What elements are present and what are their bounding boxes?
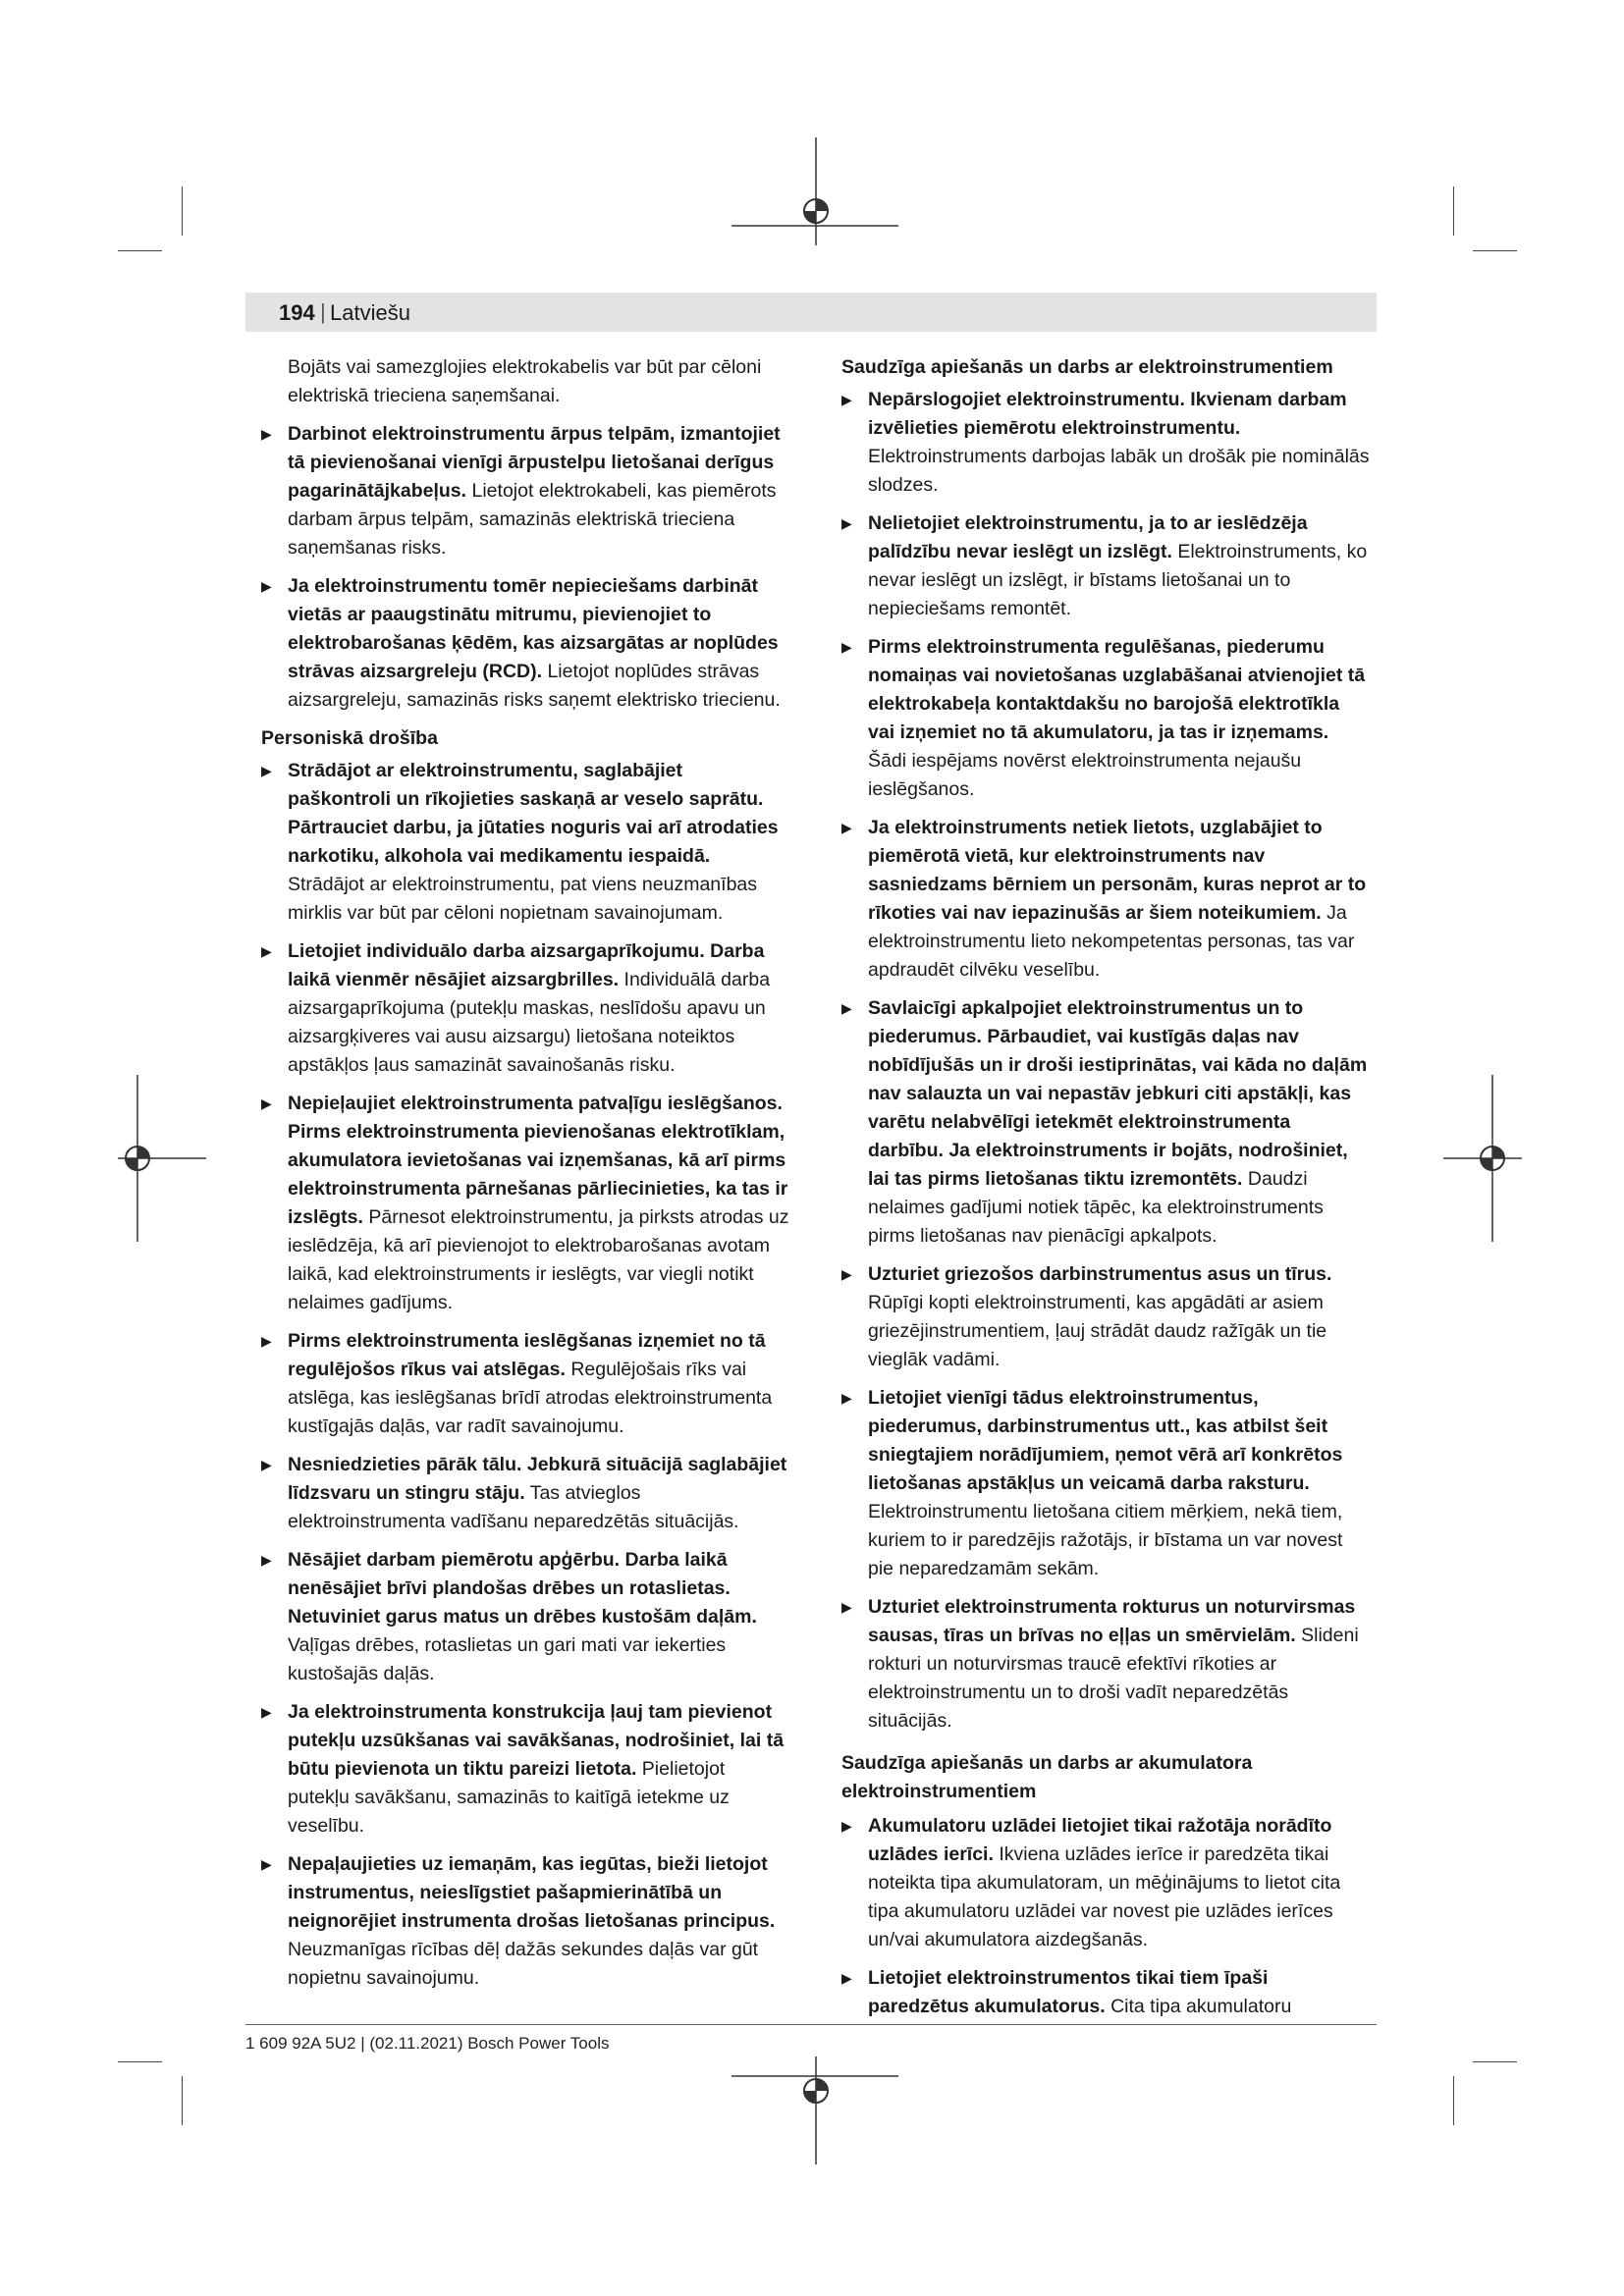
bullet-triangle-icon: ▶ (841, 1599, 852, 1615)
crop-mark (1453, 187, 1454, 236)
header-separator: | (320, 299, 326, 324)
list-item: ▶ Lietojiet individuālo darba aizsargaprīkojumu. Darba laikā vienmēr nēsājiet aizsargbrilles. Individuālā darba aizsargaprīkojuma (putekļu maskas, neslīdošu apavu un aizsargķiveres vai ausu aizsargu) lietošana noteiktos apstākļos ļaus samazināt savainošanās risku. (261, 937, 789, 1080)
bullet-triangle-icon: ▶ (261, 763, 272, 778)
list-item: ▶ Uzturiet griezošos darbinstrumentus asus un tīrus. Rūpīgi kopti elektroinstrumenti, kas apgādāti ar asiem griezējinstrumentiem, ļauj strādāt daudz ražīgāk un tie vieglāk vadāmi. (841, 1260, 1370, 1374)
bullet-triangle-icon: ▶ (841, 515, 852, 531)
list-item: ▶ Nēsājiet darbam piemērotu apģērbu. Darba laikā nenēsājiet brīvi plandošas drēbes un rotaslietas. Netuviniet garus matus un drēbes kustošām daļām. Vaļīgas drēbes, rotaslietas un gari mati var iekerties kustošajās daļās. (261, 1546, 789, 1688)
section-heading: Saudzīga apiešanās un darbs ar akumulatora elektroinstrumentiem (841, 1752, 1253, 1802)
bullet-triangle-icon: ▶ (261, 1704, 272, 1720)
list-item: ▶ Pirms elektroinstrumenta regulēšanas, piederumu nomaiņas vai novietošanas uzglabāšanai atvienojiet tā elektrokabeļa kontaktdakšu no barojošā elektrotīkla vai izņemiet no tā akumulatoru, ja tas ir izņemams. Šādi iespējams novērst elektroinstrumenta nejaušu ieslēgšanos. (841, 633, 1370, 804)
bullet-triangle-icon: ▶ (841, 1000, 852, 1016)
registration-mark-bottom (727, 2056, 903, 2164)
list-item: ▶ Uzturiet elektroinstrumenta rokturus un noturvirsmas sausas, tīras un brīvas no eļļas un smērvielām. Slideni rokturi un noturvirsmas traucē efektīvi rīkoties ar elektroinstrumentu un to droši vadīt neparedzētās situācijās. (841, 1593, 1370, 1735)
bullet-triangle-icon: ▶ (841, 639, 852, 655)
bullet-triangle-icon: ▶ (261, 578, 272, 594)
list-item: ▶ Savlaicīgi apkalpojiet elektroinstrumentus un to piederumus. Pārbaudiet, vai kustīgās daļas nav nobīdījušās un ir droši iestiprinātas, vai kāda no daļām nav salauzta un vai nepastāv jebkuri citi apstākļi, kas varētu nelabvēlīgi ietekmēt elektroinstrumenta darbību. Ja elektroinstruments ir bojāts, nodrošiniet, lai tas pirms lietošanas tiktu izremontēts. Daudzi nelaimes gadījumi notiek tāpēc, ka elektroinstruments pirms lietošanas nav pienācīgi apkalpots. (841, 994, 1370, 1251)
page-number: 194 (279, 300, 315, 325)
list-item: ▶ Darbinot elektroinstrumentu ārpus telpām, izmantojiet tā pievienošanai vienīgi ārpustelpu lietošanai derīgus pagarinātājkabeļus. Lietojot elektrokabeli, kas piemērots darbam ārpus telpām, samazinās elektriskā trieciena saņemšanas risks. (261, 420, 789, 562)
crop-mark (182, 187, 183, 236)
footer-rule (245, 2024, 1377, 2025)
bullet-triangle-icon: ▶ (261, 1333, 272, 1349)
list-item: ▶ Pirms elektroinstrumenta ieslēgšanas izņemiet no tā regulējošos rīkus vai atslēgas. Regulējošais rīks vai atslēga, kas ieslēgšanas brīdī atrodas elektroinstrumenta kustīgajās daļās, var radīt savainojumu. (261, 1327, 789, 1441)
crop-mark (1473, 2061, 1517, 2062)
bullet-triangle-icon: ▶ (841, 1818, 852, 1834)
header-language: Latviešu (330, 300, 410, 325)
list-item: ▶ Ja elektroinstruments netiek lietots, uzglabājiet to piemērotā vietā, kur elektroinstruments nav sasniedzams bērniem un personām, kuras neprot ar to rīkoties vai nav iepazinušās ar šiem noteikumiem. Ja elektroinstrumentu lieto nekompetentas personas, tas var apdraudēt cilvēku veselību. (841, 814, 1370, 985)
crop-mark (118, 2061, 162, 2062)
bullet-triangle-icon: ▶ (261, 943, 272, 959)
list-item: ▶ Nepārslogojiet elektroinstrumentu. Ikvienam darbam izvēlieties piemērotu elektroinstrumentu. Elektroinstruments darbojas labāk un drošāk pie nominālās slodzes. (841, 386, 1370, 500)
bullet-triangle-icon: ▶ (841, 1390, 852, 1406)
bullet-triangle-icon: ▶ (841, 1970, 852, 1986)
bullet-triangle-icon: ▶ (261, 1095, 272, 1111)
bullet-triangle-icon: ▶ (261, 426, 272, 442)
bullet-triangle-icon: ▶ (841, 1266, 852, 1282)
list-item: ▶ Nesniedzieties pārāk tālu. Jebkurā situācijā saglabājiet līdzsvaru un stingru stāju. Tas atvieglos elektroinstrumenta vadīšanu neparedzētās situācijās. (261, 1451, 789, 1536)
list-item: ▶ Lietojiet vienīgi tādus elektroinstrumentus, piederumus, darbinstrumentus utt., kas atbilst šeit sniegtajiem norādījumiem, ņemot vērā arī konkrētos lietošanas apstākļus un veicamā darba raksturu. Elektroinstrumentu lietošana citiem mērķiem, nekā tiem, kuriem to ir paredzējis ražotājs, ir bīstama un var novest pie neparedzamām sekām. (841, 1384, 1370, 1583)
bullet-triangle-icon: ▶ (841, 820, 852, 835)
left-column (261, 353, 789, 2002)
page-header (245, 293, 1377, 332)
bullet-triangle-icon: ▶ (261, 1457, 272, 1472)
crop-mark (118, 250, 162, 251)
list-item: ▶ Nepaļaujieties uz iemaņām, kas iegūtas, bieži lietojot instrumentus, neieslīgstiet pašapmierinātībā un neignorējiet instrumenta drošas lietošanas principus. Neuzmanīgas rīcības dēļ dažās sekundes daļās var gūt nopietnu savainojumu. (261, 1850, 789, 1993)
list-item: ▶ Ja elektroinstrumenta konstrukcija ļauj tam pievienot putekļu uzsūkšanas vai savākšanas, nodrošiniet, lai tā būtu pievienota un tiktu pareizi lietota. Pielietojot putekļu savākšanu, samazinās to kaitīgā ietekme uz veselību. (261, 1698, 789, 1841)
list-item: ▶ Nelietojiet elektroinstrumentu, ja to ar ieslēdzēja palīdzību nevar ieslēgt un izslēgt. Elektroinstruments, ko nevar ieslēgt un izslēgt, ir bīstams lietošanai un to nepieciešams remontēt. (841, 509, 1370, 623)
section-heading: Saudzīga apiešanās un darbs ar elektroinstrumentiem (841, 356, 1333, 378)
registration-mark-left (118, 1070, 206, 1247)
crop-mark (1473, 250, 1517, 251)
list-item: ▶ Strādājot ar elektroinstrumentu, saglabājiet paškontroli un rīkojieties saskaņā ar veselo saprātu. Pārtrauciet darbu, ja jūtaties noguris vai arī atrodaties narkotiku, alkohola vai medikamentu iespaidā. Strādājot ar elektroinstrumentu, pat viens neuzmanības mirklis var būt par cēloni nopietnam savainojumam. (261, 757, 789, 928)
registration-mark-top (727, 137, 903, 245)
list-item: ▶ Lietojiet elektroinstrumentos tikai tiem īpaši paredzētus akumulatorus. Cita tipa akumulatoru (841, 1964, 1370, 2021)
intro-paragraph: Bojāts vai samezglojies elektrokabelis var būt par cēloni elektriskā trieciena saņemšanai. (288, 356, 762, 406)
crop-mark (182, 2076, 183, 2125)
registration-mark-right (1443, 1070, 1522, 1247)
section-heading: Personiskā drošība (261, 727, 438, 749)
page-footer: 1 609 92A 5U2 | (02.11.2021) Bosch Power Tools (245, 2034, 610, 2053)
list-item: ▶ Akumulatoru uzlādei lietojiet tikai ražotāja norādīto uzlādes ierīci. Ikviena uzlādes ierīce ir paredzēta tikai noteikta tipa akumulatoram, un mēģinājums to lietot cita tipa akumulatoru uzlādei var novest pie uzlādes ierīces un/vai akumulatora aizdegšanās. (841, 1812, 1370, 1954)
bullet-triangle-icon: ▶ (261, 1552, 272, 1568)
bullet-triangle-icon: ▶ (841, 392, 852, 407)
right-column (841, 353, 1370, 2031)
list-item: ▶ Nepieļaujiet elektroinstrumenta patvaļīgu ieslēgšanos. Pirms elektroinstrumenta pievienošanas elektrotīklam, akumulatora ievietošanas vai izņemšanas, kā arī pirms elektroinstrumenta pārnešanas pārliecinieties, ka tas ir izslēgts. Pārnesot elektroinstrumentu, ja pirksts atrodas uz ieslēdzēja, kā arī pievienojot to elektrobarošanas avotam laikā, kad elektroinstruments ir ieslēgts, var viegli notikt nelaimes gadījums. (261, 1090, 789, 1317)
list-item: ▶ Ja elektroinstrumentu tomēr nepieciešams darbināt vietās ar paaugstinātu mitrumu, pievienojiet to elektrobarošanas ķēdēm, kas aizsargātas ar noplūdes strāvas aizsargreleju (RCD). Lietojot noplūdes strāvas aizsargreleju, samazinās risks saņemt elektrisko triecienu. (261, 572, 789, 715)
crop-mark (1453, 2076, 1454, 2125)
bullet-triangle-icon: ▶ (261, 1856, 272, 1872)
